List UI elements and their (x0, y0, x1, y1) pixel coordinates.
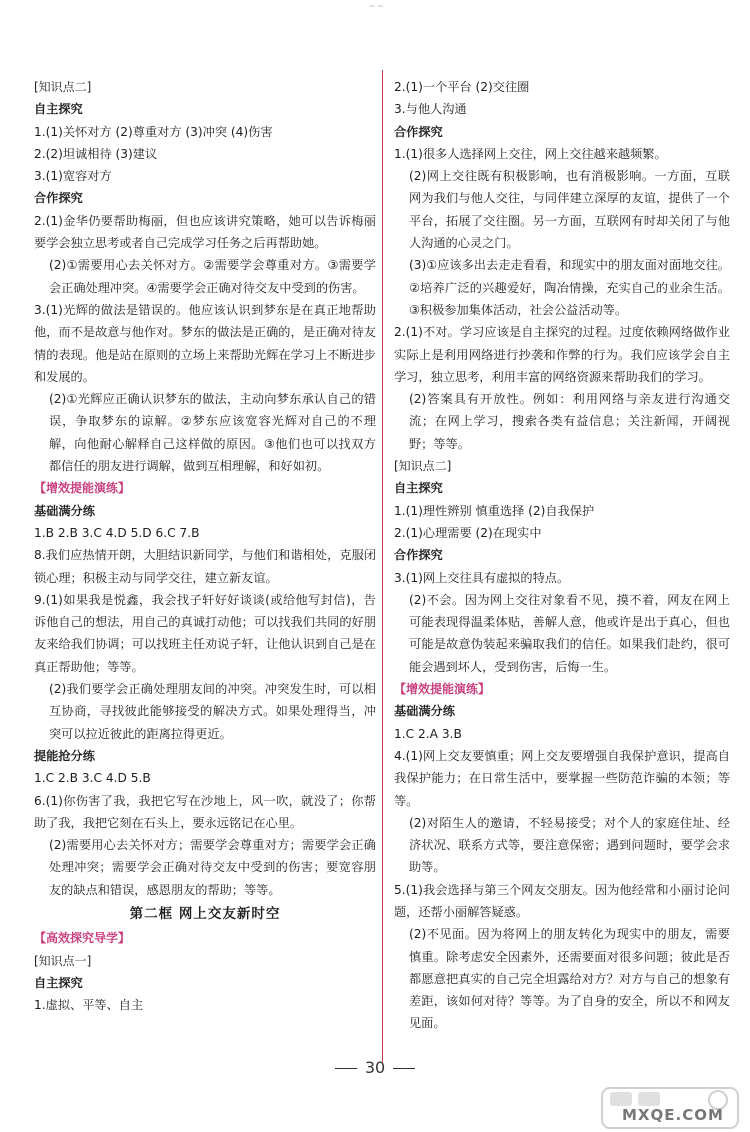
heading-self-explore: 自主探究 (34, 975, 83, 990)
answer-paragraph: (2)①需要用心去关怀对方。②需要学会尊重对方。③需要学会正确处理冲突。④需要学会正确对待交友中受到的伤害。 (49, 258, 376, 295)
answer-paragraph: (2)①光辉应正确认识梦东的做法，主动向梦东承认自己的错误，争取梦东的谅解。②梦东应该宽容光辉对自己的不理解，向他耐心解释自己这样做的原因。③他们也可以找双方都信任的朋友进行调解，做到互相理解，和好如初。 (49, 392, 376, 474)
knowledge-point-label: [知识点一] (34, 953, 92, 968)
heading-advanced-practice: 提能抢分练 (34, 748, 95, 763)
right-column (394, 76, 730, 1035)
answer-line: 3.(1)宽容对方 (34, 169, 112, 184)
answer-paragraph: (2)对陌生人的邀请，不轻易接受；对个人的家庭住址、经济状况、联系方式等，要注意保密；遇到问题时，要学会求助等。 (409, 815, 730, 875)
answer-paragraph: 5.(1)我会选择与第三个网友交朋友。因为他经常和小丽讨论问题，还帮小丽解答疑惑。 (394, 882, 730, 919)
answer-line: 3.与他人沟通 (394, 102, 467, 117)
left-column (34, 76, 376, 1016)
answer-paragraph: (2)不见面。因为将网上的朋友转化为现实中的朋友，需要慎重。除考虑安全因素外，还需要面对很多问题；彼此是否都愿意把真实的自己完全坦露给对方？对方与自己的想象有差距，该如何对待？等等。为了自身的安全，所以不和网友见面。 (409, 927, 730, 1031)
answer-paragraph: 9.(1)如果我是悦鑫，我会找子轩好好谈谈(或给他写封信)，告诉他自己的想法，用自己的真诚打动他；可以找我们共同的好朋友来给我们协调；可以找班主任劝说子轩，让他认识到自己是在真正帮助他；等等。 (34, 592, 376, 674)
section-banner: 【增效提能演练】 (394, 682, 491, 697)
answer-line: 1.虚拟、平等、自主 (34, 998, 144, 1013)
heading-cooperative-explore: 合作探究 (34, 191, 83, 206)
answer-paragraph: (2)网上交往既有积极影响，也有消极影响。一方面，互联网为我们与他人交往，与同伴建立深厚的友谊，提供了一个平台，拓展了交往圈。另一方面，互联网有时却关闭了与他人沟通的心灵之门。 (409, 169, 730, 251)
answer-paragraph: 1.(1)很多人选择网上交往，网上交往越来越频繁。 (394, 146, 667, 161)
heading-basic-practice: 基础满分练 (394, 704, 455, 719)
section-banner: 【高效探究导学】 (34, 931, 131, 946)
answer-paragraph: 6.(1)你伤害了我，我把它写在沙地上，风一吹，就没了；你帮助了我，我把它刻在石头上，要永远铭记在心里。 (34, 793, 376, 830)
heading-cooperative-explore: 合作探究 (394, 548, 443, 563)
answer-line: 2.(1)心理需要 (2)在现实中 (394, 525, 542, 540)
answer-paragraph: (2)答案具有开放性。例如：利用网络与亲友进行沟通交流；在网上学习，搜索各类有益信息；关注新闻，开阔视野；等等。 (409, 392, 730, 451)
answer-paragraph: 3.(1)光辉的做法是错误的。他应该认识到梦东是在真正地帮助他，而不是故意与他作对。梦东的做法是正确的，是正确对待友情的表现。他是站在原则的立场上来帮助光辉在学习上不断进步和发展的。 (34, 302, 376, 384)
page-number: 30 (364, 1058, 386, 1077)
answer-paragraph: 4.(1)网上交友要慎重；网上交友要增强自我保护意识，提高自我保护能力；在日常生活中，要掌握一些防范诈骗的本领；等等。 (394, 748, 730, 808)
answer-paragraph: 2.(1)金华仍要帮助梅丽，但也应该讲究策略，她可以告诉梅丽要学会独立思考或者自己完成学习任务之后再帮助她。 (34, 213, 376, 251)
answer-line: 2.(1)一个平台 (2)交往圈 (394, 80, 530, 94)
answer-paragraph: (2)需要用心去关怀对方；需要学会尊重对方；需要学会正确处理冲突；需要学会正确对待交友中受到的伤害；要宽容朋友的缺点和错误，感恩朋友的帮助；等等。 (49, 838, 376, 897)
heading-self-explore: 自主探究 (34, 102, 83, 117)
knowledge-point-label: [知识点二] (34, 80, 92, 94)
answer-line: 3.(1)网上交往具有虚拟的特点。 (394, 570, 570, 585)
answer-line: 2.(2)坦诚相待 (3)建议 (34, 146, 158, 161)
answer-line: 1.(1)关怀对方 (2)尊重对方 (3)冲突 (4)伤害 (34, 124, 273, 139)
section-title: 第二框 网上交友新时空 (129, 905, 281, 922)
heading-cooperative-explore: 合作探究 (394, 124, 443, 139)
answer-paragraph: 8.我们应热情开朗，大胆结识新同学，与他们和谐相处，克服闭锁心理；积极主动与同学交往，建立新友谊。 (34, 548, 376, 585)
heading-basic-practice: 基础满分练 (34, 503, 95, 518)
answer-line: 1.B 2.B 3.C 4.D 5.D 6.C 7.B (34, 525, 200, 540)
knowledge-point-label: [知识点二] (394, 459, 452, 474)
footer-dash-right (393, 1068, 415, 1069)
answer-paragraph: 2.(1)不对。学习应该是自主探究的过程。过度依赖网络做作业实际上是利用网络进行抄袭和作弊的行为。我们应该学会自主学习，独立思考，利用丰富的网络资源来帮助我们的学习。 (394, 325, 730, 384)
answer-paragraph: (3)①应该多出去走走看看，和现实中的朋友面对面地交往。②培养广泛的兴趣爱好，陶冶情操，充实自己的业余生活。③积极参加集体活动，社会公益活动等。 (409, 258, 730, 317)
page-footer (0, 1058, 750, 1077)
watermark-text: MXQE.COM (622, 1106, 724, 1124)
answer-paragraph: (2)我们要学会正确处理朋友间的冲突。冲突发生时，可以相互协商，寻找彼此能够接受的解决方式。如果处理得当，冲突可以拉近彼此的距离拉得更近。 (49, 682, 376, 741)
footer-dash-left (335, 1068, 357, 1069)
section-banner: 【增效提能演练】 (34, 481, 131, 496)
answer-paragraph: (2)不会。因为网上交往对象看不见，摸不着，网友在网上可能表现得温柔体贴，善解人意，他或许是出于真心，但也可能是故意伪装起来骗取我们的信任。如果我们赴约，很可能会遇到坏人，受到伤害，后悔一生。 (409, 592, 730, 674)
top-mark: ~~ (368, 2, 386, 12)
answer-line: 1.C 2.B 3.C 4.D 5.B (34, 771, 151, 786)
answer-line: 1.(1)理性辨别 慎重选择 (2)自我保护 (394, 503, 595, 518)
heading-self-explore: 自主探究 (394, 481, 443, 496)
answer-line: 1.C 2.A 3.B (394, 726, 462, 741)
column-divider (382, 70, 383, 1062)
